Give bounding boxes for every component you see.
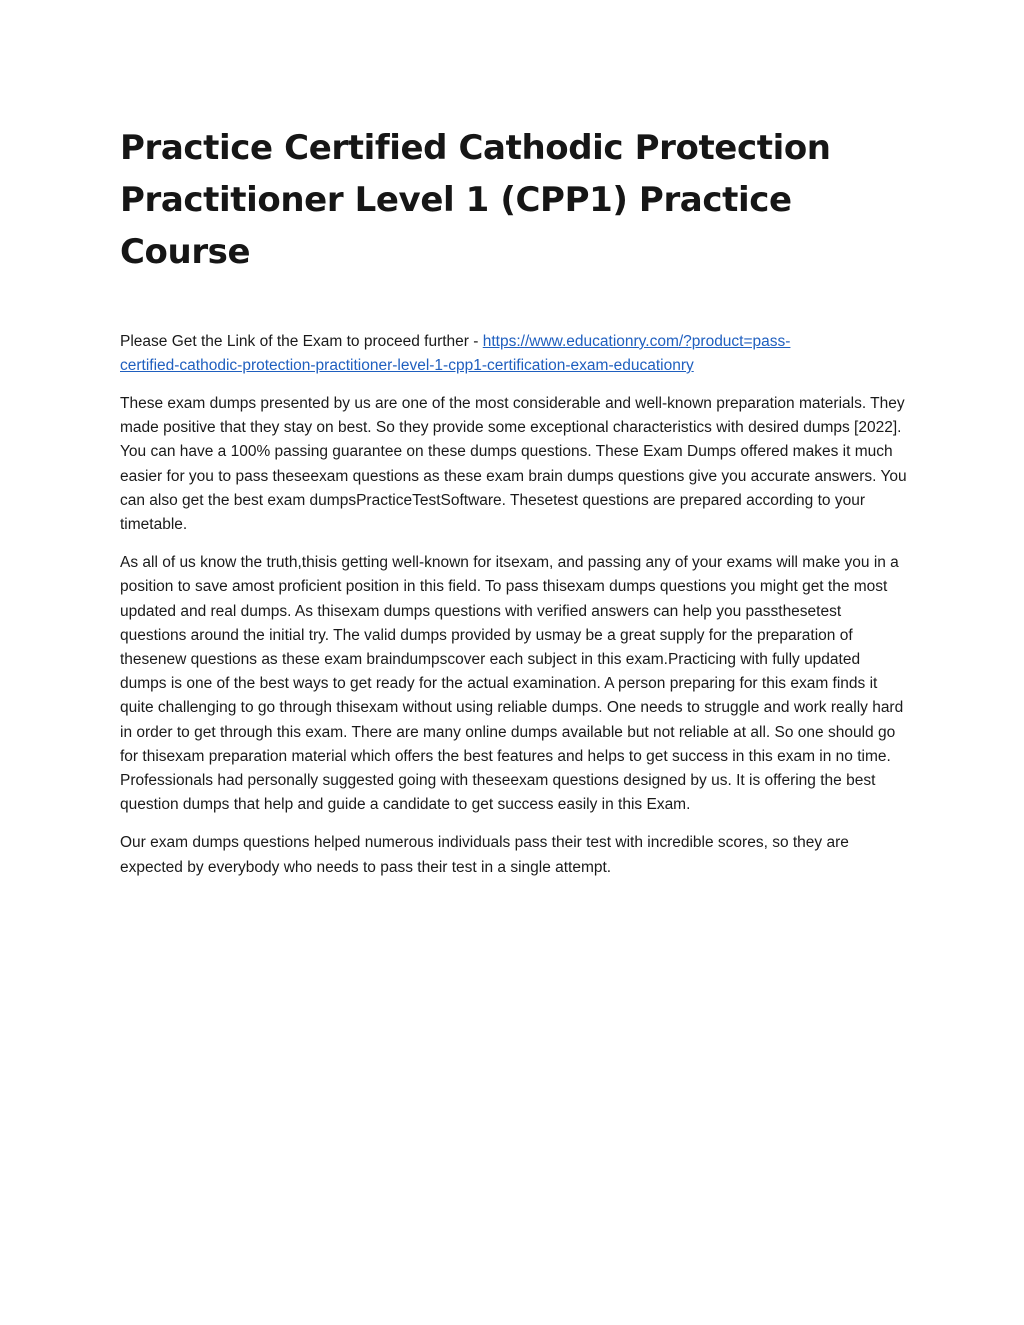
exam-link-line-2: certified-cathodic-protection-practitioner-level-1-cpp1-certification-exam-educationry (120, 357, 694, 374)
body-paragraph-1: These exam dumps presented by us are one of the most considerable and well-known preparation materials. They made positive that they stay on best. So they provide some exceptional characteristics with desired dumps [2022]. You can have a 100% passing guarantee on these dumps questions. These Exam Dumps offered makes it much easier for you to pass theseexam questions as these exam brain dumps questions give you accurate answers. You can also get the best exam dumpsPracticeTestSoftware. Thesetest questions are prepared according to your timetable. (120, 395, 907, 534)
intro-text: Please Get the Link of the Exam to proceed further - (120, 333, 483, 350)
intro-paragraph (120, 330, 910, 378)
title-line-1: Practice Certified Cathodic Protection (120, 128, 831, 168)
document-page (120, 122, 910, 880)
document-title (120, 122, 910, 278)
body-paragraph-2: As all of us know the truth,thisis getting well-known for itsexam, and passing any of your exams will make you in a position to save amost proficient position in this field. To pass thisexam dumps questions you might get the most updated and real dumps. As thisexam dumps questions with verified answers can help you passthesetest questions around the initial try. The valid dumps provided by usmay be a great supply for the preparation of thesenew questions as these exam braindumpscover each subject in this exam.Practicing with fully updated dumps is one of the best ways to get ready for the actual examination. A person preparing for this exam finds it quite challenging to go through thisexam without using reliable dumps. One needs to struggle and work really hard in order to get through this exam. There are many online dumps available but not reliable at all. So one should go for thisexam preparation material which offers the best features and helps to get success in this exam in no time. Professionals had personally suggested going with theseexam questions designed by us. It is offering the best question dumps that help and guide a candidate to get success easily in this Exam. (120, 554, 904, 814)
title-line-2: Practitioner Level 1 (CPP1) Practice Course (120, 180, 792, 272)
body-paragraph-3: Our exam dumps questions helped numerous individuals pass their test with incredible scores, so they are expected by everybody who needs to pass their test in a single attempt. (120, 834, 849, 876)
exam-link-line-1: https://www.educationry.com/?product=pass- (482, 333, 791, 350)
